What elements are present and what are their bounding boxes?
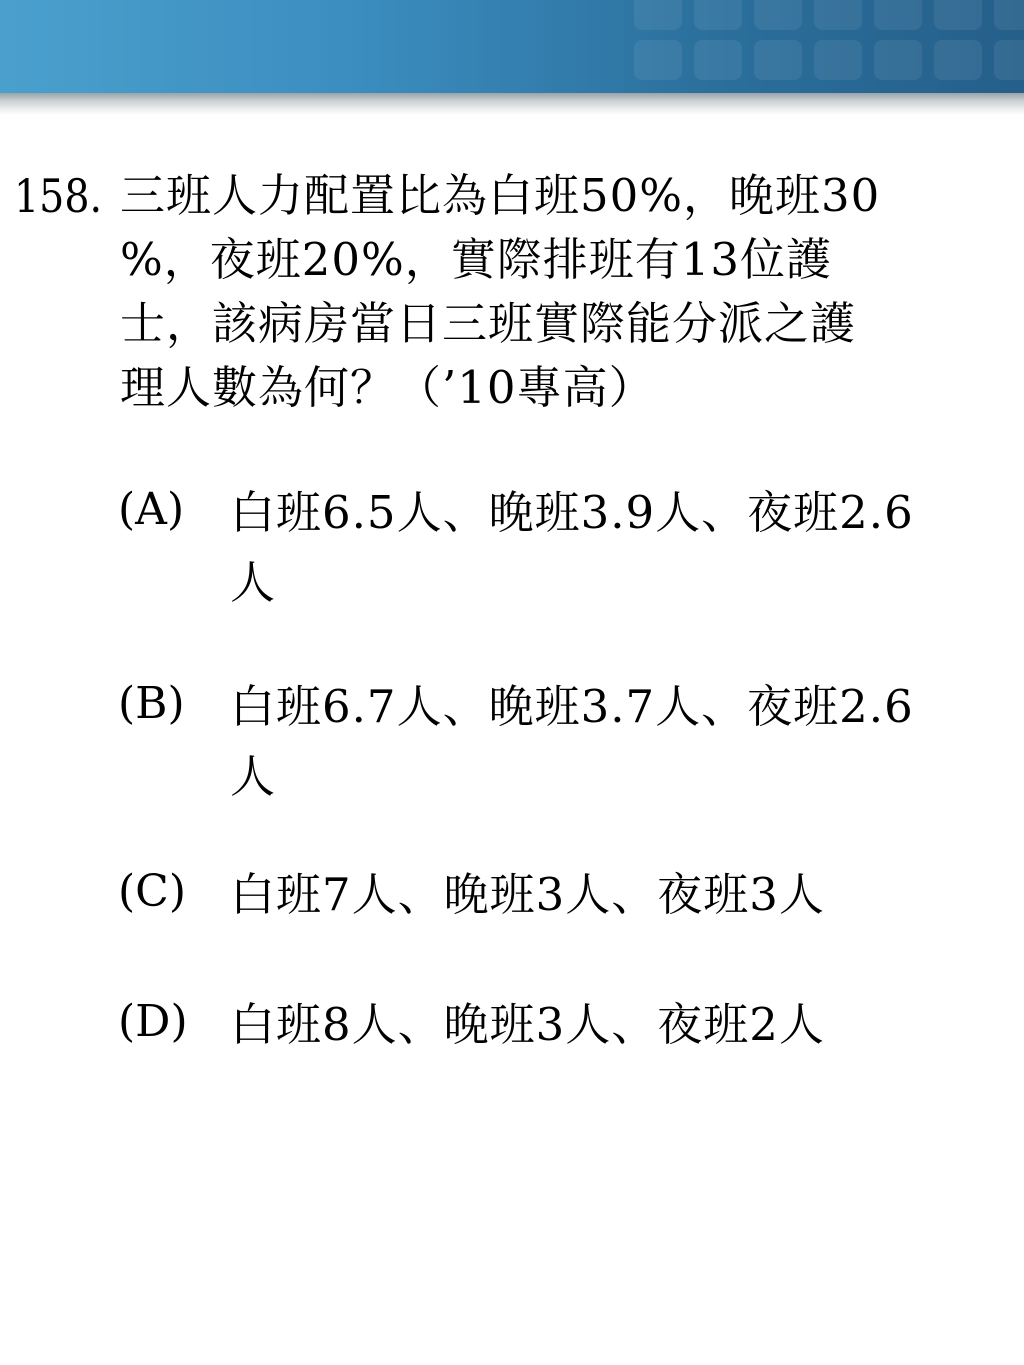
option-d-text — [230, 990, 1000, 1060]
question-number: 158. — [14, 169, 103, 223]
option-letter-d: (D) — [118, 996, 188, 1047]
option-letter-a: (A) — [118, 484, 185, 535]
option-c-line: 白班7人、晚班3人、夜班3人 — [230, 868, 825, 921]
option-b-line: 白班6.7人、晚班3.7人、夜班2.6 — [230, 680, 914, 733]
option-a-line: 人 — [230, 556, 277, 609]
option-letter-b: (B) — [118, 678, 185, 729]
option-letter-c: (C) — [118, 866, 186, 917]
question-stem — [120, 164, 980, 420]
option-c-text — [230, 860, 1000, 930]
question-stem-line: 三班人力配置比為白班50%，晚班30 — [120, 169, 881, 222]
question-stem-line: 士，該病房當日三班實際能分派之護 — [120, 297, 857, 350]
question-stem-line: %，夜班20%，實際排班有13位護 — [120, 233, 833, 286]
question-stem-line: 理人數為何？（’10專高） — [120, 361, 655, 414]
option-d-line: 白班8人、晚班3人、夜班2人 — [230, 998, 825, 1051]
option-b-line: 人 — [230, 750, 277, 803]
option-b-text — [230, 672, 1000, 812]
option-a-text — [230, 478, 1000, 618]
option-a-line: 白班6.5人、晚班3.9人、夜班2.6 — [230, 486, 914, 539]
